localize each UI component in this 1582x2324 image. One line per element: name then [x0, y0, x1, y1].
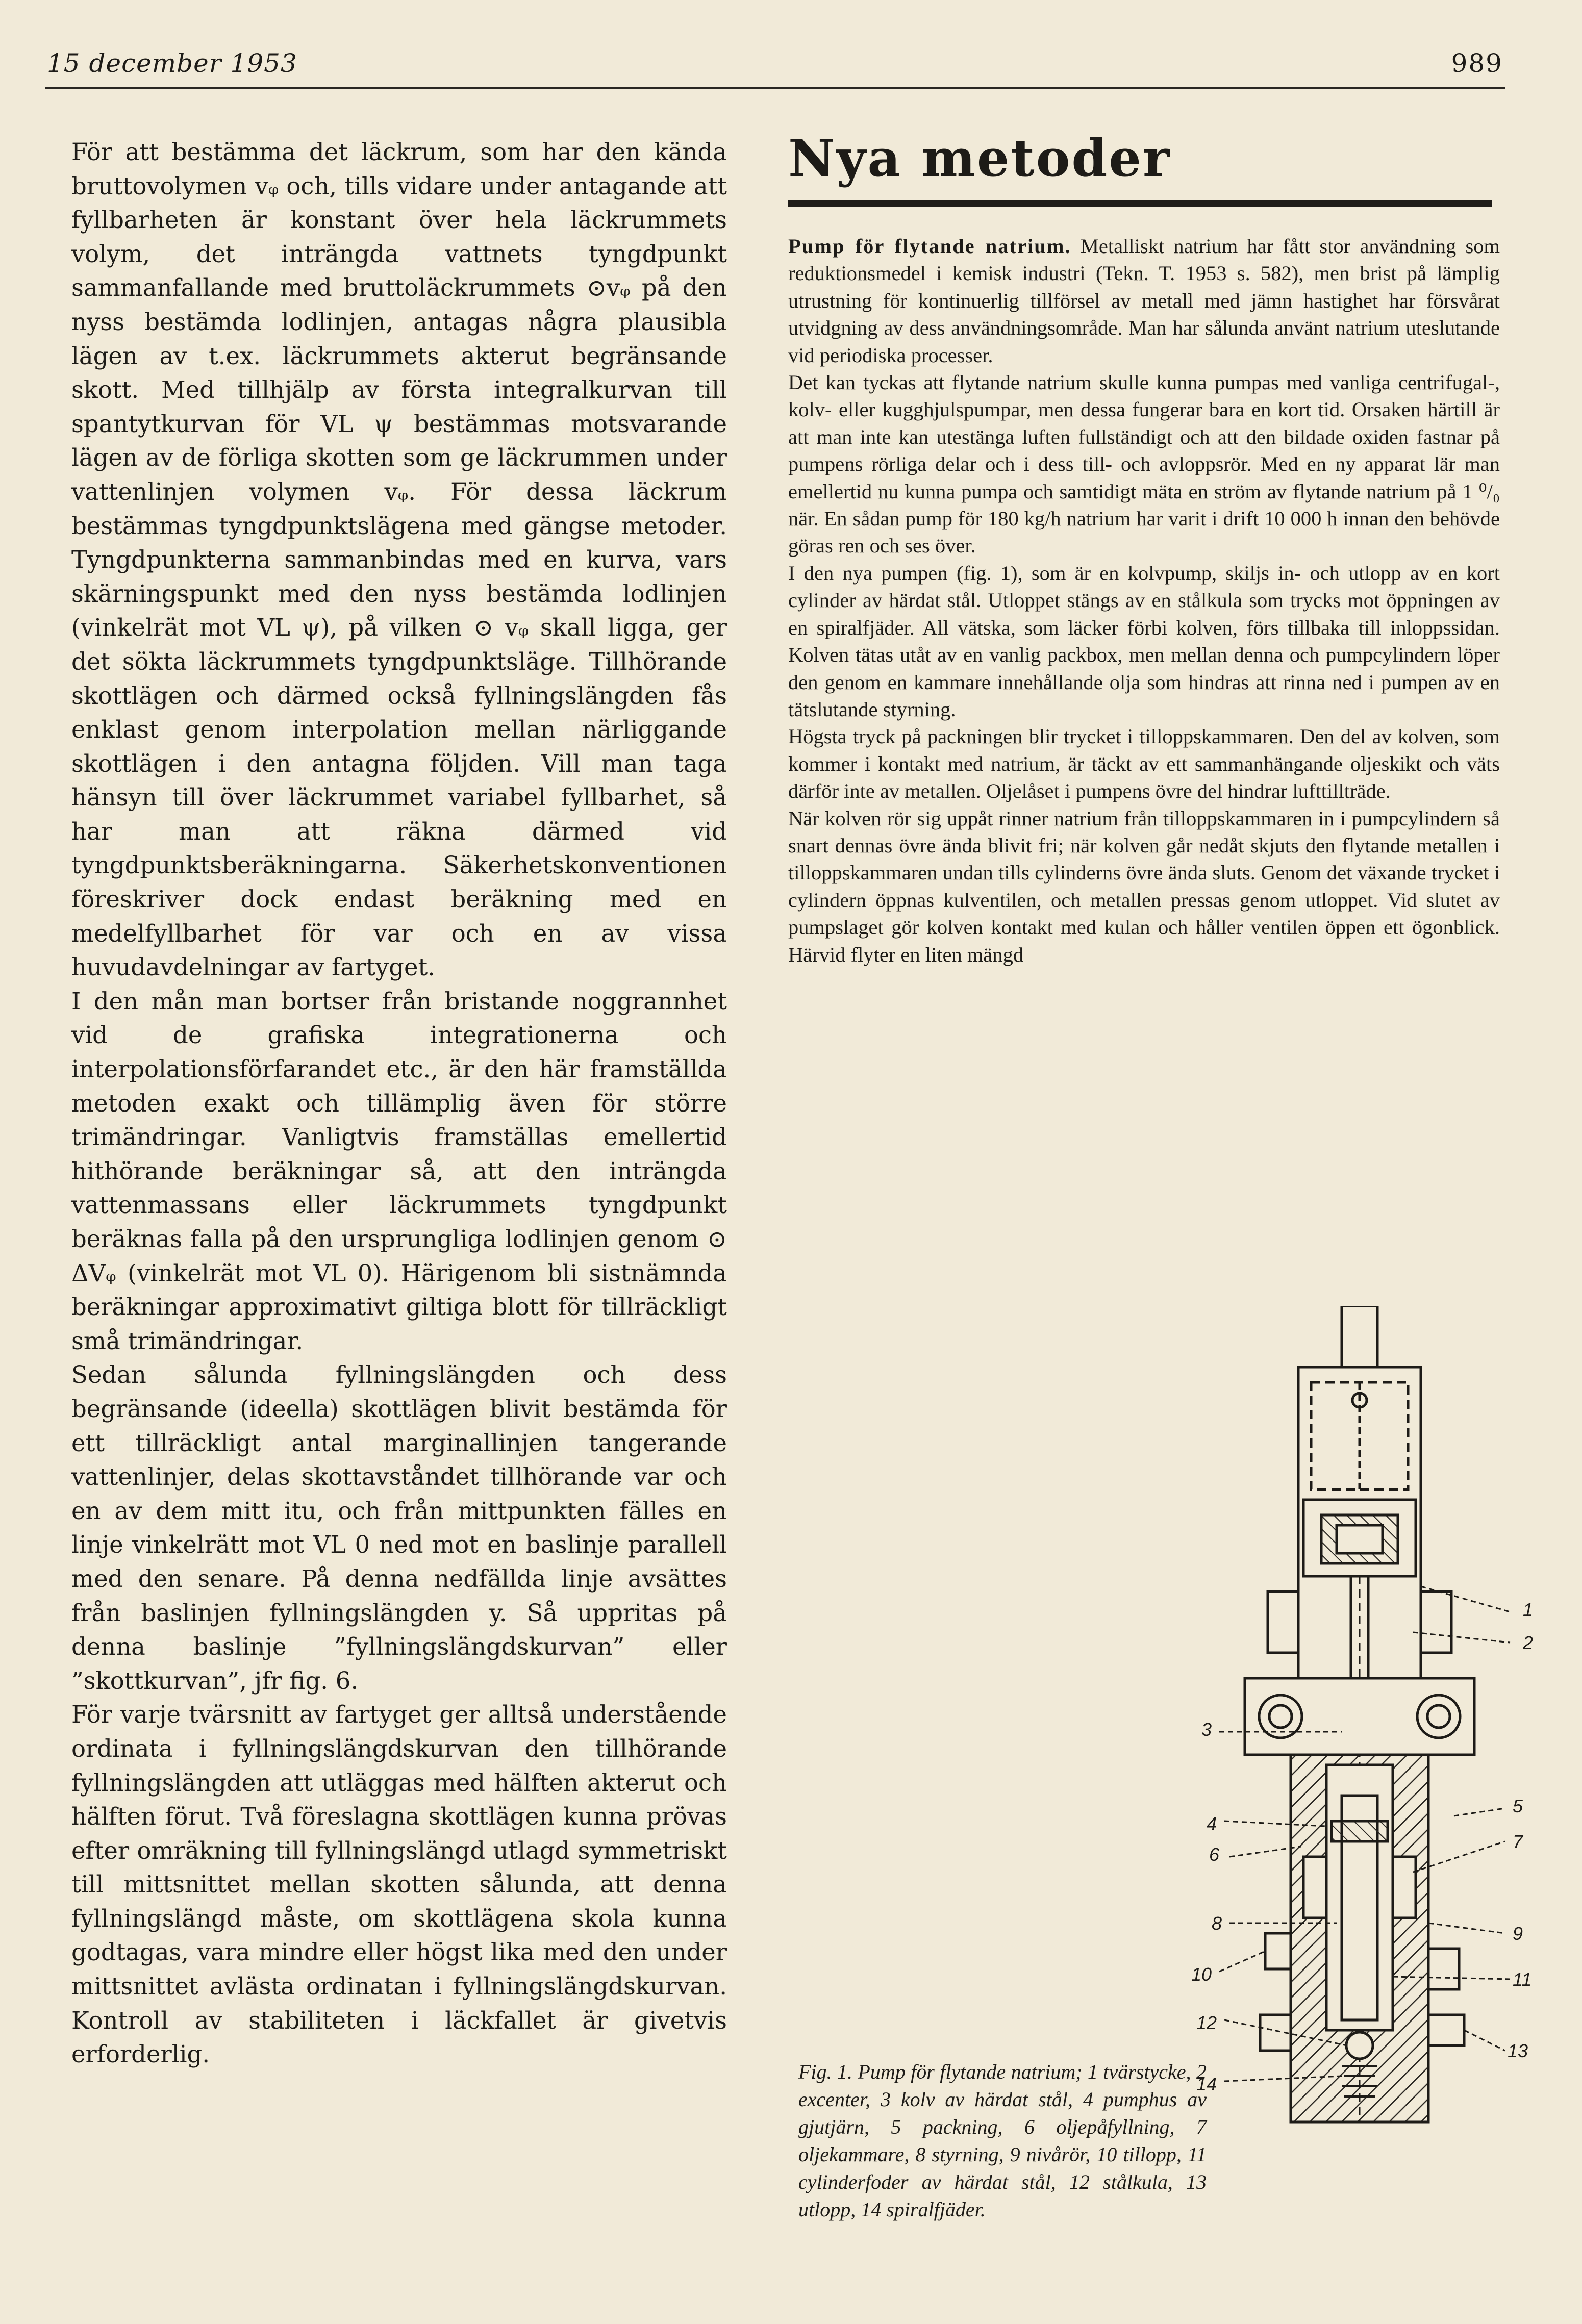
article-body	[788, 233, 1500, 968]
section-rule	[788, 200, 1492, 207]
figure-label: 1	[1523, 1599, 1534, 1620]
figure-label: 8	[1212, 1913, 1222, 1934]
page-number: 989	[1451, 48, 1503, 78]
right-column	[788, 128, 1500, 968]
article-paragraph: Högsta tryck på packningen blir trycket i tilloppskammaren. Den del av kolven, som kommer i kontakt med natrium, är täckt av ett sammanhängande oljeskikt och väts därför inte av metallen. Oljelåset i pumpens övre del hindrar lufttillträde.	[788, 725, 1500, 803]
figure-label: 14	[1196, 2074, 1217, 2094]
article-lead: Pump för flytande natrium.	[788, 235, 1071, 258]
left-paragraph: I den mån man bortser från bristande noggrannhet vid de grafiska integrationerna och interpolationsförfarandet etc., är den här framställda metoden exakt och tillämplig även för större trimändringar. Vanligtvis framställas emellertid hithörande beräkningar så, att den inträngda vattenmassans eller läckrummets tyngdpunkt beräknas falla på den ursprungliga lodlinjen genom ⊙ ΔVᵩ (vinkelrät mot VL 0). Härigenom bli sistnämnda beräkningar approximativt giltiga blott för tillräckligt små trimändringar.	[71, 987, 727, 1355]
figure-label: 2	[1523, 1632, 1534, 1653]
figure-label: 5	[1513, 1796, 1523, 1816]
article-paragraph: I den nya pumpen (fig. 1), som är en kolvpump, skiljs in- och utlopp av en kort cylinder av härdat stål. Utloppet stängs av en stålkula som trycks mot öppningen av en spiralfjäder. All vätska, som läcker förbi kolven, förs tillbaka till inloppssidan. Kolven tätas utåt av en vanlig packbox, men mellan denna och pumpcylindern löper den genom en kammare innehållande olja som hindras att rinna ned i pumpen av en tätslutande styrning.	[788, 561, 1500, 721]
header-rule	[45, 87, 1505, 89]
left-paragraph: För varje tvärsnitt av fartyget ger alltså understående ordinata i fyllningslängdskurvan den tillhörande fyllningslängden att utläggas med hälften akterut och hälften förut. Två föreslagna skottlägen kunna prövas efter omräkning till fyllningslängd utlagd symmetriskt till mittsnittet mellan skotten sålunda, att denna fyllningslängd måste, om skottlägena skola kunna godtagas, vara mindre eller högst lika med den under mittsnittet avlästa ordinatan i fyllningslängdskurvan. Kontroll av stabiliteten i läckfallet är givetvis erforderlig.	[71, 1701, 727, 2068]
article-paragraph: Det kan tyckas att flytande natrium skulle kunna pumpas med vanliga centrifugal-, kolv- eller kugghjulspumpar, men dessa fungerar bara en kort tid. Orsaken härtill är att man inte kan utestänga luften fullständigt och att den bildade oxiden fastnar på pumpens rörliga delar och i dess till- och avloppsrör. Med en ny apparat lär man emellertid nu kunna pumpa och samtidigt mäta en ström av flytande natrium på 1 ⁰/₀ när. En sådan pump för 180 kg/h natrium har varit i drift 10 000 h innan den behövde göras ren och ses över.	[788, 371, 1500, 558]
figure-label: 9	[1513, 1923, 1523, 1944]
figure-label: 11	[1513, 1969, 1532, 1990]
figure-label: 3	[1201, 1719, 1212, 1740]
left-column	[71, 135, 727, 2072]
article-paragraph: När kolven rör sig uppåt rinner natrium från tilloppskammaren in i pumpcylindern så snart dennas övre ända blivit fri; när kolven går nedåt skjuts den flytande metallen i tilloppskammaren undan tills cylinderns övre ända sluts. Genom det växande trycket i cylindern öppnas kulventilen, och metallen pressas genom utloppet. Vid slutet av pumpslaget gör kolven kontakt med kulan och håller ventilen öppen ett ögonblick. Härvid flyter en liten mängd	[788, 806, 1500, 966]
pump-figure	[1189, 1306, 1546, 2153]
article-paragraph-text: Metalliskt natrium har fått stor användning som reduktionsmedel i kemisk industri (Tekn. T. 1953 s. 582), men brist på lämplig utrustning för kontinuerlig tillförsel av metall med jämn hastighet har försvårat utvidgning av dess användningsområde. Man har sålunda använt natrium uteslutande vid periodiska processer.	[788, 235, 1500, 367]
section-title: Nya metoder	[788, 128, 1171, 188]
figure-label: 12	[1196, 2012, 1217, 2033]
figure-label: 6	[1209, 1844, 1220, 1865]
figure-label: 10	[1191, 1964, 1212, 1985]
figure-caption: Fig. 1. Pump för flytande natrium; 1 tvärstycke, 2 excenter, 3 kolv av härdat stål, 4 pumphus av gjutjärn, 5 packning, 6 oljepåfyllning, 7 oljekammare, 8 styrning, 9 nivårör, 10 tillopp, 11 cylinderfoder av härdat stål, 12 stålkula, 13 utlopp, 14 spiralfjäder.	[798, 2060, 1207, 2221]
pump-drawing	[1189, 1306, 1546, 2153]
figure-label: 13	[1508, 2040, 1528, 2061]
left-paragraph: För att bestämma det läckrum, som har den kända bruttovolymen vᵩ och, tills vidare under antagande att fyllbarheten är konstant över hela läckrummets volym, det inträngda vattnets tyngdpunkt sammanfallande med bruttoläckrummets ⊙vᵩ på den nyss bestämda lodlinjen, antagas några plausibla lägen av t.ex. läckrummets akterut begränsande skott. Med tillhjälp av första integralkurvan till spantytkurvan för VL ψ bestämmas motsvarande lägen av de förliga skotten som ge läckrummen under vattenlinjen volymen vᵩ. För dessa läckrum bestämmas tyngdpunktslägena med gängse metoder. Tyngdpunkterna sammanbindas med en kurva, vars skärningspunkt med den nyss bestämda lodlinjen (vinkelrät mot VL ψ), på vilken ⊙ vᵩ skall ligga, ger det sökta läckrummets tyngdpunktsläge. Tillhörande skottlägen och därmed också fyllningslängden fås enklast genom interpolation mellan närliggande skottlägen i den antagna följden. Vill man taga hänsyn till över läckrummet variabel fyllbarhet, så har man att räkna därmed vid tyngdpunktsberäkningarna. Säkerhetskonventionen föreskriver dock endast beräkning med en medelfyllbarhet för var och en av vissa huvudavdelningar av fartyget.	[71, 138, 727, 981]
article-paragraph	[788, 233, 1500, 369]
left-paragraph: Sedan sålunda fyllningslängden och dess begränsande (ideella) skottlägen blivit bestämda för ett tillräckligt antal marginallinjen tangerande vattenlinjer, delas skottavståndet tillhörande var och en av dem mitt itu, och från mittpunkten fälles en linje vinkelrätt mot VL 0 ned mot en baslinje parallell med den senare. På denna nedfällda linje avsättes från baslinjen fyllningslängden y. Så uppritas på denna baslinje ”fyllningslängdskurvan” eller ”skottkurvan”, jfr fig. 6.	[71, 1361, 727, 1695]
figure-label: 4	[1207, 1813, 1217, 1834]
header-date: 15 december 1953	[47, 48, 297, 78]
figure-label: 7	[1513, 1831, 1523, 1852]
